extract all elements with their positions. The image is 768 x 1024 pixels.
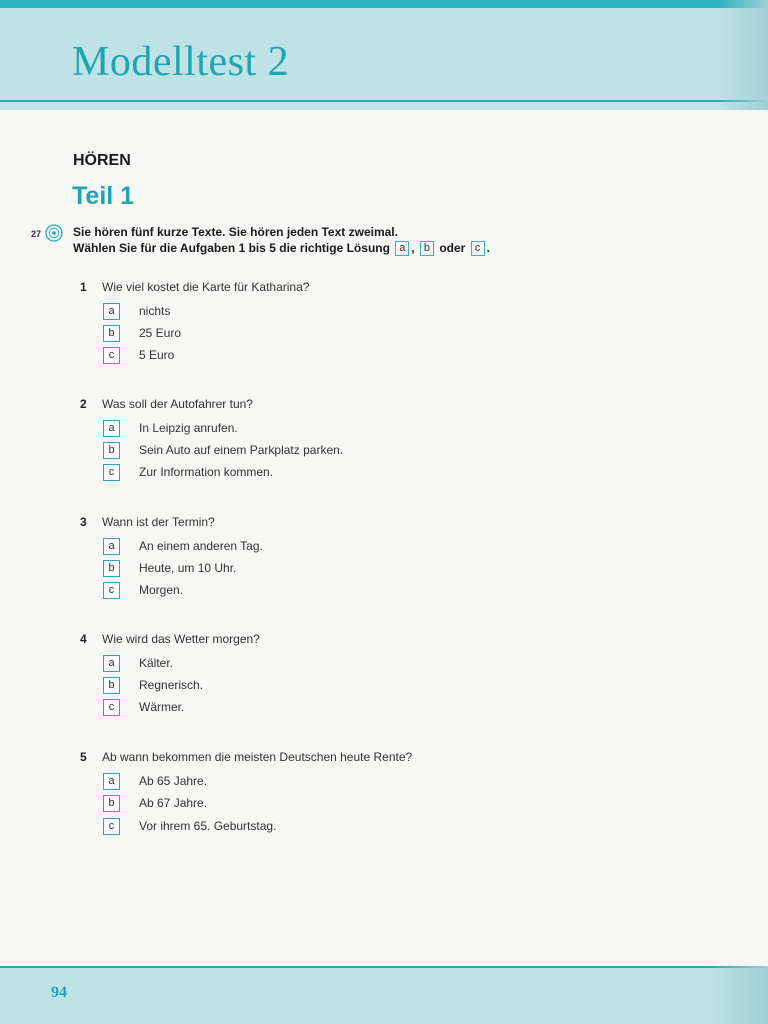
instructions-line-2-text: Wählen Sie für die Aufgaben 1 bis 5 die richtige Lösung: [73, 241, 390, 255]
question-number: 2: [80, 397, 87, 411]
question-3-option-c[interactable]: [103, 581, 183, 599]
answer-checkbox[interactable]: b: [103, 795, 120, 812]
answer-text: Zur Information kommen.: [139, 465, 274, 479]
answer-checkbox[interactable]: a: [103, 420, 120, 437]
answer-checkbox[interactable]: a: [103, 773, 120, 790]
question-1-option-b[interactable]: [103, 324, 181, 342]
answer-checkbox[interactable]: a: [103, 303, 120, 320]
question-text: Wann ist der Termin?: [102, 515, 215, 529]
question-2-option-b[interactable]: [103, 441, 343, 459]
question-text: Wie viel kostet die Karte für Katharina?: [102, 280, 310, 294]
question-number: 1: [80, 280, 87, 294]
answer-text: 25 Euro: [139, 326, 182, 340]
inline-option-b: b: [420, 241, 434, 256]
question-text: Wie wird das Wetter morgen?: [102, 632, 260, 646]
answer-checkbox[interactable]: c: [103, 699, 120, 716]
cd-audio-icon[interactable]: [45, 224, 63, 242]
answer-checkbox[interactable]: a: [103, 538, 120, 555]
question-number: 5: [80, 750, 87, 764]
track-number: 27: [31, 229, 42, 239]
header-rule: [0, 100, 768, 102]
question-3-option-a[interactable]: [103, 537, 263, 555]
question-4-option-b[interactable]: [103, 676, 203, 694]
answer-text: Morgen.: [139, 583, 184, 597]
answer-text: Heute, um 10 Uhr.: [139, 561, 237, 575]
inline-option-c: c: [471, 241, 485, 256]
answer-checkbox[interactable]: b: [103, 677, 120, 694]
answer-checkbox[interactable]: a: [103, 655, 120, 672]
question-1-option-a[interactable]: [103, 302, 170, 320]
answer-text: Kälter.: [139, 656, 174, 670]
answer-checkbox[interactable]: c: [103, 582, 120, 599]
answer-text: Wärmer.: [139, 700, 185, 714]
question-5: [80, 750, 412, 764]
question-2-option-a[interactable]: [103, 419, 238, 437]
question-4-option-c[interactable]: [103, 698, 184, 716]
question-2-option-c[interactable]: [103, 463, 273, 481]
page-number: 94: [51, 984, 67, 1001]
instructions-period: .: [486, 241, 491, 255]
instructions-oder: oder: [439, 241, 466, 255]
footer-band: [0, 966, 768, 1024]
answer-text: 5 Euro: [139, 348, 175, 362]
answer-text: Ab 65 Jahre.: [139, 774, 208, 788]
question-2: [80, 397, 253, 411]
footer-shadow: [708, 966, 768, 1024]
part-title: Teil 1: [72, 182, 135, 210]
instructions: [73, 224, 490, 256]
question-number: 3: [80, 515, 87, 529]
answer-checkbox[interactable]: c: [103, 347, 120, 364]
question-5-option-b[interactable]: [103, 794, 207, 812]
question-text: Was soll der Autofahrer tun?: [102, 397, 253, 411]
answer-checkbox[interactable]: c: [103, 818, 120, 835]
question-1: [80, 280, 309, 294]
instructions-line-2: [73, 240, 490, 256]
instructions-comma: ,: [411, 241, 415, 255]
answer-text: Regnerisch.: [139, 678, 204, 692]
answer-checkbox[interactable]: c: [103, 464, 120, 481]
answer-text: In Leipzig anrufen.: [139, 421, 238, 435]
page-title: Modelltest 2: [72, 39, 290, 85]
question-5-option-c[interactable]: [103, 817, 276, 835]
question-4-option-a[interactable]: [103, 654, 173, 672]
answer-text: Vor ihrem 65. Geburtstag.: [139, 819, 277, 833]
answer-text: nichts: [139, 304, 171, 318]
header-shadow: [718, 0, 768, 110]
inline-option-a: a: [395, 241, 409, 256]
answer-text: An einem anderen Tag.: [139, 539, 263, 553]
answer-text: Ab 67 Jahre.: [139, 796, 208, 810]
section-heading: HÖREN: [73, 152, 131, 169]
question-5-option-a[interactable]: [103, 772, 207, 790]
question-3-option-b[interactable]: [103, 559, 236, 577]
answer-text: Sein Auto auf einem Parkplatz parken.: [139, 443, 344, 457]
answer-checkbox[interactable]: b: [103, 325, 120, 342]
question-text: Ab wann bekommen die meisten Deutschen heute Rente?: [102, 750, 413, 764]
question-4: [80, 632, 260, 646]
question-1-option-c[interactable]: [103, 346, 174, 364]
question-3: [80, 515, 215, 529]
answer-checkbox[interactable]: b: [103, 442, 120, 459]
answer-checkbox[interactable]: b: [103, 560, 120, 577]
instructions-line-1: Sie hören fünf kurze Texte. Sie hören jeden Text zweimal.: [73, 225, 398, 239]
question-number: 4: [80, 632, 87, 646]
